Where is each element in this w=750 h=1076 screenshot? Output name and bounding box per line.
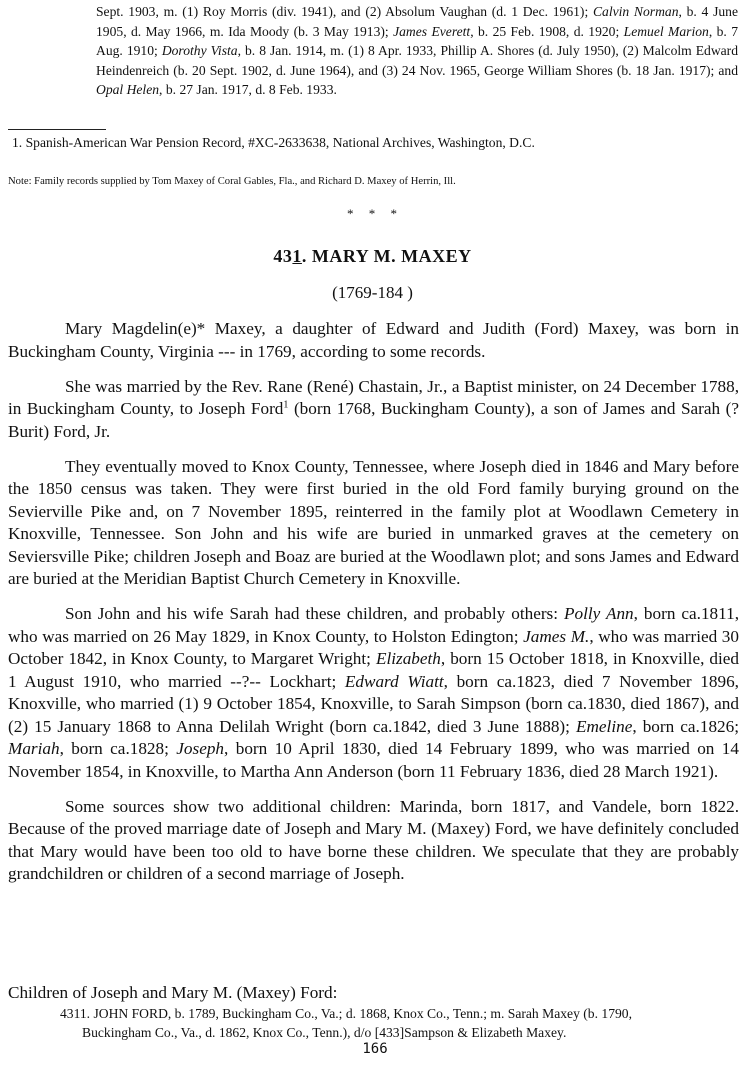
text-segment: Sept. 1903, m. (1) Roy Morris (div. 1941), and (2) Absolum Vaughan (d. 1 Dec. 1961);	[96, 4, 593, 19]
text-segment: , born ca.1826;	[632, 716, 739, 736]
text-segment: , born ca.1811, who was married on 26 May 1829, in Knox County, to Holston Edington;	[8, 604, 739, 646]
paragraph-grandchildren	[8, 603, 739, 783]
paragraph-burial: They eventually moved to Knox County, Tennessee, where Joseph died in 1846 and Mary before the 1850 census was taken. They were first buried in the old Ford family burying ground on the Sevierville Pike and, on 7 November 1895, reinterred in the family plot at Woodlawn Cemetery in Knoxville, Tennessee. Son John and his wife are buried in unmarked graves at the cemetery on Seviersville Pike; children Joseph and Boaz are buried at the Woodlawn plot; and sons James and Edward are buried at the Meridian Baptist Church Cemetery in Knoxville.	[8, 456, 739, 588]
child-name: Emeline	[576, 716, 633, 736]
footnote: 1. Spanish-American War Pension Record, #XC-2633638, National Archives, Washington, D.C.	[12, 135, 535, 150]
text-segment: , b. 7 Aug. 1910;	[96, 23, 738, 59]
paragraph-birth: Mary Magdelin(e)* Maxey, a daughter of Edward and Judith (Ford) Maxey, was born in Buckingham County, Virginia --- in 1769, according to some records.	[8, 319, 739, 361]
footnote-divider	[8, 129, 106, 130]
child-entry-line: 4311. JOHN FORD, b. 1789, Buckingham Co., Va.; d. 1868, Knox Co., Tenn.; m. Sarah Maxey (b. 1790,	[60, 1006, 632, 1021]
text-segment: She was married by the Rev. Rane (René) Chastain, Jr., a Baptist minister, on 24 December 1788, in Buckingham County, to Joseph Ford	[8, 376, 739, 418]
text-segment: , born 15 October 1818, in Knoxville, died 1 August 1910, who married --?-- Lockhart;	[8, 649, 739, 691]
paragraph-marriage	[8, 376, 739, 444]
section-title	[0, 246, 745, 267]
title-name: . MARY M. MAXEY	[301, 246, 472, 266]
paragraph-additional-children: Some sources show two additional children: Marinda, born 1817, and Vandele, born 1822. Because of the proved marriage date of Joseph and Mary M. (Maxey) Ford, we have definitely concluded that Mary would have been too old to have borne these children. We speculate that they are probably grandchildren or children of a second marriage of Joseph.	[8, 796, 739, 883]
children-header: Children of Joseph and Mary M. (Maxey) Ford:	[8, 983, 338, 1002]
footnote-marker: 1	[283, 399, 289, 411]
child-name: Dorothy Vista	[161, 43, 238, 59]
biography-body	[8, 318, 739, 898]
text-segment: , b. 27 Jan. 1917, d. 8 Feb. 1933.	[159, 82, 337, 98]
child-name: Opal Helen	[96, 82, 160, 98]
child-name: Lemuel Marion	[623, 23, 709, 39]
sources-note: Note: Family records supplied by Tom Maxey of Coral Gables, Fla., and Richard D. Maxey of Herrin, Ill.	[8, 176, 456, 187]
text-segment: , b. 25 Feb. 1908, d. 1920;	[470, 23, 624, 39]
child-name: Calvin Norman	[592, 4, 679, 19]
title-number-underlined: 1	[292, 246, 302, 266]
title-number: 43	[273, 246, 293, 266]
page-number: 166	[362, 1041, 388, 1057]
text-segment: , b. 4 June 1905, d. May 1966, m. Ida Moody (b. 3 May 1913);	[96, 4, 738, 39]
child-name: Elizabeth	[375, 649, 441, 668]
text-segment: (born 1768, Buckingham County), a son of James and Sarah (?Burit) Ford, Jr.	[8, 399, 740, 441]
text-segment: , born ca.1823, died 7 November 1896, Knoxville, who married (1) 9 October 1854, Knoxville, to Sarah Simpson (born ca.1830, died 1867), and (2) 15 January 1868 to Anna Delilah Wright (born ca.1842, died 3 June 1888);	[8, 671, 739, 736]
child-name: Edward Wiatt	[344, 671, 444, 691]
section-separator: * * *	[347, 206, 403, 221]
child-name: Joseph	[176, 739, 225, 758]
child-name: Mariah	[8, 739, 60, 758]
life-dates: (1769-184 )	[332, 283, 413, 302]
child-name: James M.	[523, 626, 590, 646]
text-segment: Son John and his wife Sarah had these children, and probably others:	[65, 604, 564, 623]
text-segment: , born 10 April 1830, died 14 February 1899, who was married on 14 November 1854, in Knoxville, to Martha Ann Anderson (born 11 February 1836, died 28 March 1921).	[8, 739, 739, 781]
continued-paragraph	[96, 2, 738, 100]
child-entry	[60, 1004, 740, 1042]
child-name: Polly Ann	[564, 604, 634, 623]
text-segment: , born ca.1828;	[59, 739, 177, 758]
text-segment: , b. 8 Jan. 1914, m. (1) 8 Apr. 1933, Phillip A. Shores (d. July 1950), (2) Malcolm Edward Heindenreich (b. 20 Sept. 1902, d. June 1964), and (3) 24 Nov. 1965, George William Shores (b. 18 Jan. 1917); and	[96, 43, 739, 78]
child-entry-line: Buckingham Co., Va., d. 1862, Knox Co., Tenn.), d/o [433]Sampson & Elizabeth Maxey.	[82, 1025, 567, 1040]
child-name: James Everett	[393, 23, 471, 39]
text-segment: , who was married 30 October 1842, in Knox County, to Margaret Wright;	[8, 626, 739, 668]
